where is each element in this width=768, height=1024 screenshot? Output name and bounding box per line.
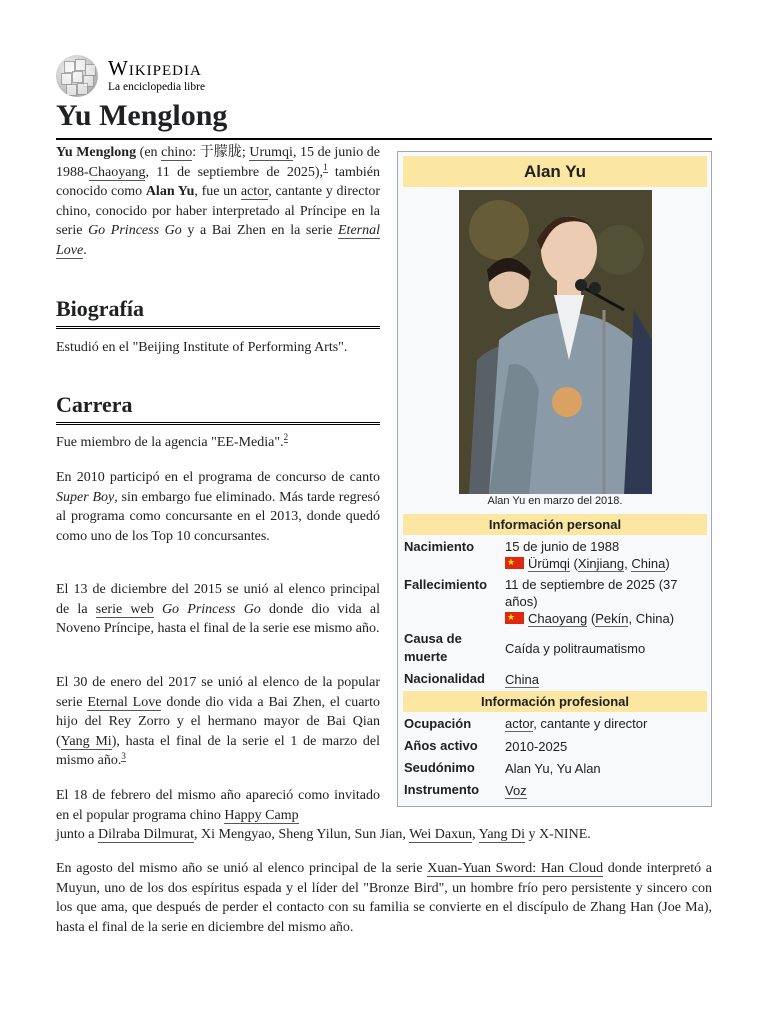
link-actor-infobox[interactable]: actor xyxy=(505,716,534,731)
infobox xyxy=(397,151,712,807)
value-anos-activo: 2010-2025 xyxy=(505,739,568,754)
value-nacionalidad xyxy=(505,671,705,688)
link-china-birth[interactable]: China xyxy=(631,556,666,571)
label-nacimiento: Nacimiento xyxy=(404,539,475,554)
show-go-princess-go: Go Princess Go xyxy=(88,223,182,239)
value-instrumento xyxy=(505,782,705,799)
infobox-title: Alan Yu xyxy=(403,156,707,187)
chinese-name: 于朦胧 xyxy=(199,145,242,160)
carrera-paragraph-4: El 30 de enero del 2017 se unió al elenco de la popular serie Eternal Love donde dio vida a Bai Zhen, el cuarto hijo del Rey Zorro y el hermano mayor de Bai Qian (Yang Mi), hasta el final de la serie el 1 de marzo del mismo año.$^3$ xyxy=(56,675,380,769)
wikipedia-tagline: La enciclopedia libre xyxy=(108,81,206,94)
infobox-caption: Alan Yu en marzo del 2018. xyxy=(487,495,623,507)
china-flag-icon xyxy=(505,557,524,569)
link-happy-camp[interactable]: Happy Camp xyxy=(224,807,299,823)
wikipedia-logo[interactable] xyxy=(56,55,205,97)
biografia-paragraph: Estudió en el "Beijing Institute of Performing Arts". xyxy=(56,340,348,355)
subject-name: Yu Menglong xyxy=(56,145,137,160)
label-seudonimo: Seudónimo xyxy=(404,760,475,775)
label-anos-activo: Años activo xyxy=(404,738,478,753)
link-dilraba-dilmurat[interactable]: Dilraba Dilmurat xyxy=(98,827,195,843)
link-yang-mi[interactable]: Yang Mi xyxy=(60,733,112,749)
link-china-nationality[interactable]: China xyxy=(505,672,539,687)
section-biografia-heading: Biografía xyxy=(56,295,380,329)
infobox-professional-header: Información profesional xyxy=(403,691,707,712)
link-urumqi[interactable]: Urumqi xyxy=(249,145,293,160)
carrera-paragraph-2: En 2010 participó en el programa de concurso de canto Super Boy, sin embargo fue eliminado. Más tarde regresó al programa como concursante en el 2013, donde quedó como uno de los Top 10 concursantes. xyxy=(56,470,381,544)
link-xuan-yuan-sword[interactable]: Xuan-Yuan Sword: Han Cloud xyxy=(427,861,604,876)
label-instrumento: Instrumento xyxy=(404,782,480,797)
link-yang-di[interactable]: Yang Di xyxy=(478,827,526,843)
link-serie-web[interactable]: serie web xyxy=(95,601,154,617)
value-fallecimiento: 11 de septiembre de 2025 (37 años) ★Chaoyang (Pekín, China) xyxy=(505,576,705,627)
label-nacionalidad: Nacionalidad xyxy=(404,671,485,686)
link-voz[interactable]: Voz xyxy=(505,783,527,798)
carrera-paragraph-1: Fue miembro de la agencia "EE-Media".$^2$ xyxy=(56,432,289,450)
intro-paragraph: Yu Menglong (en chino: 于朦胧; Urumqi, 15 de junio de 1988-Chaoyang, 11 de septiembre de 2025),$^1$ también conocido como Alan Yu, fue un actor, cantante y director chino, conocido por haber interpretado al Príncipe en la serie Go Princess Go y a Bai Zhen en la serie Eternal Love. xyxy=(56,145,380,258)
alias-name: Alan Yu xyxy=(145,184,195,200)
link-actor[interactable]: actor xyxy=(240,184,269,200)
link-eternal-love-2[interactable]: Eternal Love xyxy=(87,694,162,710)
link-wei-daxun[interactable]: Wei Daxun xyxy=(409,827,473,843)
label-fallecimiento: Fallecimiento xyxy=(404,577,488,592)
value-nacimiento: 15 de junio de 1988 ★Ürümqi (Xinjiang, China) xyxy=(505,538,705,572)
link-xinjiang[interactable]: Xinjiang xyxy=(577,556,625,571)
infobox-personal-header: Información personal xyxy=(403,514,707,535)
wikipedia-globe-icon xyxy=(56,55,98,97)
link-chaoyang-infobox[interactable]: Chaoyang xyxy=(528,611,588,626)
china-flag-icon xyxy=(505,612,524,624)
ref-2[interactable]: 2 xyxy=(283,432,289,443)
link-chino[interactable]: chino xyxy=(161,145,193,160)
link-chaoyang[interactable]: Chaoyang xyxy=(88,164,146,180)
page-title: Yu Menglong xyxy=(56,96,712,140)
ref-3[interactable]: 3 xyxy=(121,750,126,761)
wikipedia-wordmark: Wikipedia xyxy=(108,56,202,81)
value-ocupacion: actor, cantante y director xyxy=(505,716,648,731)
ref-1[interactable]: 1 xyxy=(323,161,328,172)
link-pekin[interactable]: Pekín xyxy=(595,611,629,626)
label-causa-de-muerte: Causa de muerte xyxy=(404,631,462,664)
value-seudonimo: Alan Yu, Yu Alan xyxy=(505,761,601,776)
link-urumqi-infobox[interactable]: Ürümqi xyxy=(528,556,570,571)
portrait-illustration xyxy=(459,190,652,494)
link-eternal-love[interactable]: Eternal Love xyxy=(56,223,380,258)
carrera-paragraph-6: En agosto del mismo año se unió al elenco principal de la serie Xuan-Yuan Sword: Han Cloud donde interpretó a Muyun, uno de los dos espíritus espada y el líder del "Bronze Bird", un hombre frío pero persistente y sincero con los que ama, que después de perder el contacto con su familia se convierte en el discípulo de Zhang Han (Joe Ma), hasta el final de la serie en diciembre del mismo año. xyxy=(56,861,713,935)
section-carrera-heading: Carrera xyxy=(56,391,380,425)
value-causa-de-muerte: Caída y politraumatismo xyxy=(505,641,646,656)
carrera-paragraph-3: El 13 de diciembre del 2015 se unió al elenco principal de la serie web Go Princess Go donde dio vida al Noveno Príncipe, hasta el final de la serie ese mismo año. xyxy=(56,582,380,637)
carrera-paragraph-5: El 18 de febrero del mismo año apareció como invitado en el popular programa chino Happy Camp junto a Dilraba Dilmurat, Xi Mengyao, Sheng Yilun, Sun Jian, Wei Daxun, Yang Di y X-NINE. xyxy=(56,788,591,843)
infobox-photo[interactable] xyxy=(459,190,652,494)
label-ocupacion: Ocupación xyxy=(404,716,472,731)
